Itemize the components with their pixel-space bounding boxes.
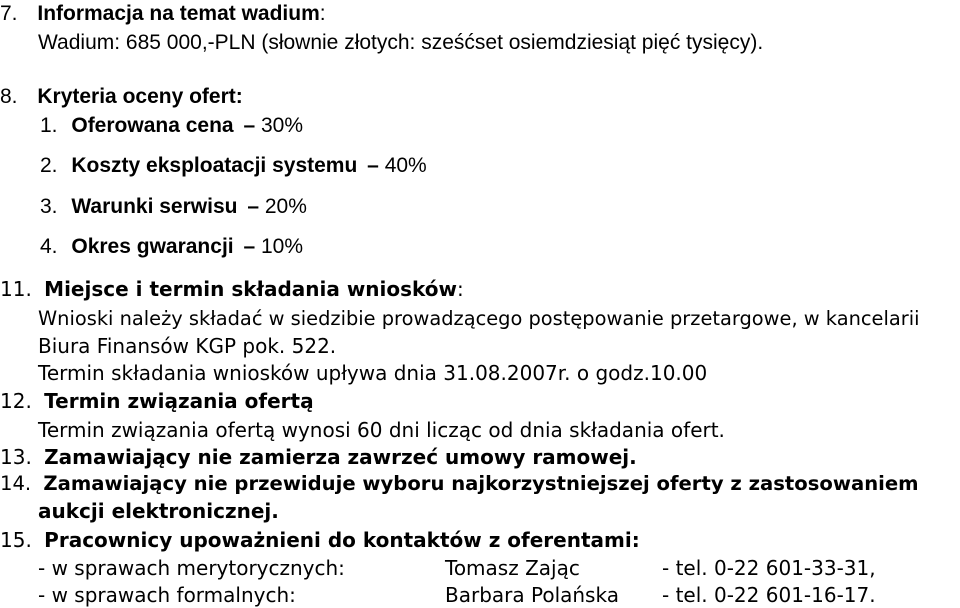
criterion-label: Warunki serwisu [71,195,238,218]
section-title: Zamawiający nie przewiduje wyboru najkorzystniejszej oferty z zastosowaniem [43,472,919,495]
section-11-line-3: Termin składania wniosków upływa dnia 31.08.2007r. o godz.10.00 [38,361,708,385]
section-13-heading [0,444,637,470]
section-14-heading-cont: aukcji elektronicznej. [38,499,279,523]
section-15-heading [0,527,640,553]
section-7-heading [0,1,326,27]
criterion-value: 30% [260,114,303,137]
colon: : [457,277,464,301]
section-11-line-1: Wnioski należy składać w siedzibie prowadzącego postępowanie przetargowe, w kancelarii [38,307,920,330]
section-7-text: Wadium: 685 000,-PLN (słownie złotych: sześćset osiemdziesiąt pięć tysięcy). [38,31,764,54]
section-number: 13. [0,445,32,469]
section-number: 11. [0,277,32,301]
colon: : [319,2,326,25]
criterion-value: 10% [260,235,304,258]
section-11-heading [0,276,464,302]
section-11-line-2: Biura Finansów KGP pok. 522. [38,334,337,358]
criterion-number: 4. [40,235,58,258]
criterion-label: Oferowana cena [71,114,234,137]
criterion-number: 3. [40,195,58,218]
section-12-heading [0,388,314,414]
criterion-dash: – [243,114,256,137]
section-title: Zamawiający nie zamierza zawrzeć umowy ramowej. [44,445,637,469]
criterion-dash: – [243,235,256,258]
contact-name: Barbara Polańska [445,583,619,607]
section-title: Termin związania ofertą [44,389,314,413]
criterion-value: 40% [384,154,427,177]
section-number: 7. [0,2,18,25]
contact-role: - w sprawach merytorycznych: [38,556,345,580]
section-number: 8. [0,85,18,108]
criterion-label: Okres gwarancji [71,235,234,258]
criterion-item [40,234,303,260]
section-title: Pracownicy upoważnieni do kontaktów z oferentami: [44,528,640,552]
contact-name: Tomasz Zając [445,556,580,580]
section-number: 15. [0,528,32,552]
section-number: 12. [0,389,32,413]
section-title: Miejsce i termin składania wniosków [44,277,458,301]
section-12-text: Termin związania ofertą wynosi 60 dni licząc od dnia składania ofert. [38,418,725,442]
section-14-heading [0,471,919,497]
contact-phone: - tel. 0-22 601-16-17. [662,583,876,607]
criterion-item [40,113,303,139]
contact-phone: - tel. 0-22 601-33-31, [662,556,876,580]
section-title: Kryteria oceny ofert: [37,85,243,108]
criterion-item [40,153,427,179]
section-number: 14. [0,472,32,495]
section-8-heading [0,84,243,110]
criterion-number: 1. [40,114,58,137]
criterion-item [40,194,307,220]
criterion-dash: – [367,154,379,177]
criterion-value: 20% [264,195,307,218]
criterion-dash: – [247,195,259,218]
criterion-number: 2. [40,154,58,177]
criterion-label: Koszty eksploatacji systemu [71,154,358,177]
contact-role: - w sprawach formalnych: [38,583,296,607]
section-title: Informacja na temat wadium [37,2,320,25]
